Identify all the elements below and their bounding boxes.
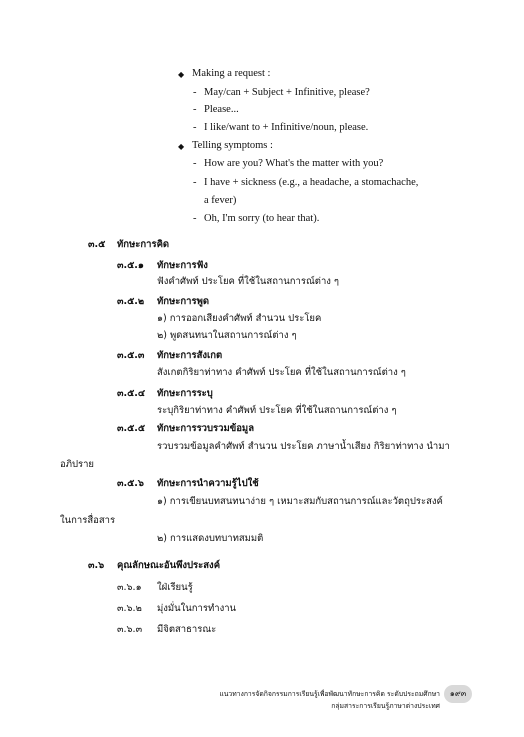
body-line: ๒) การแสดงบทบาทสมมติ xyxy=(157,533,264,544)
body-line: อภิปราย xyxy=(60,459,95,470)
trait-label: ใฝ่เรียนรู้ xyxy=(157,582,193,593)
symptoms-heading: Telling symptoms : xyxy=(192,140,273,151)
subsection-title: ทักษะการฟัง xyxy=(157,260,208,271)
body-line: ระบุกิริยาท่าทาง คำศัพท์ ประโยค ที่ใช้ในสถานการณ์ต่าง ๆ xyxy=(157,405,397,416)
subsection-title: ทักษะการสังเกต xyxy=(157,350,223,361)
trait-number: ๓.๖.๒ xyxy=(117,603,142,614)
footer-line-2: กลุ่มสาระการเรียนรู้ภาษาต่างประเทศ xyxy=(331,702,440,710)
trait-number: ๓.๖.๑ xyxy=(117,582,142,593)
section-number: ๓.๖ xyxy=(88,560,105,571)
section-number: ๓.๕ xyxy=(88,239,106,250)
section-title: คุณลักษณะอันพึงประสงค์ xyxy=(117,560,221,571)
list-item: I like/want to + Infinitive/noun, please. xyxy=(204,122,369,133)
body-line: รวบรวมข้อมูลคำศัพท์ สำนวน ประโยค ภาษาน้ำเสียง กิริยาท่าทาง นำมา xyxy=(157,441,450,452)
list-item: a fever) xyxy=(204,195,237,206)
list-item: I have + sickness (e.g., a headache, a stomachache, xyxy=(204,177,419,188)
subsection-number: ๓.๕.๑ xyxy=(117,260,144,271)
body-line: ๒) พูดสนทนาในสถานการณ์ต่าง ๆ xyxy=(157,330,297,341)
body-line: ในการสื่อสาร xyxy=(60,515,116,526)
subsection-number: ๓.๕.๓ xyxy=(117,350,145,361)
list-item: Please... xyxy=(204,104,239,115)
list-item: May/can + Subject + Infinitive, please? xyxy=(204,87,370,98)
dash: - xyxy=(193,158,197,169)
trait-number: ๓.๖.๓ xyxy=(117,624,143,635)
page-number-badge: ๑๙๓ xyxy=(444,685,472,703)
body-line: ๑) การออกเสียงคำศัพท์ สำนวน ประโยค xyxy=(157,313,322,324)
dash: - xyxy=(193,87,197,98)
subsection-title: ทักษะการนำความรู้ไปใช้ xyxy=(157,478,259,489)
section-title: ทักษะการคิด xyxy=(117,239,170,250)
bullet-diamond-icon: ◆ xyxy=(178,70,185,79)
body-line: ๑) การเขียนบทสนทนาง่าย ๆ เหมาะสมกับสถานการณ์และวัตถุประสงค์ xyxy=(157,496,443,507)
bullet-diamond-icon: ◆ xyxy=(178,142,185,151)
trait-label: มีจิตสาธารณะ xyxy=(157,624,217,635)
dash: - xyxy=(193,104,197,115)
subsection-title: ทักษะการพูด xyxy=(157,296,209,307)
subsection-number: ๓.๕.๖ xyxy=(117,478,144,489)
footer-line-1: แนวทางการจัดกิจกรรมการเรียนรู้เพื่อพัฒนาทักษะการคิด ระดับประถมศึกษา xyxy=(219,690,440,698)
dash: - xyxy=(193,122,197,133)
subsection-title: ทักษะการรวบรวมข้อมูล xyxy=(157,423,255,434)
subsection-number: ๓.๕.๒ xyxy=(117,296,145,307)
requests-heading: Making a request : xyxy=(192,68,271,79)
body-line: สังเกตกิริยาท่าทาง คำศัพท์ ประโยค ที่ใช้ในสถานการณ์ต่าง ๆ xyxy=(157,367,406,378)
trait-label: มุ่งมั่นในการทำงาน xyxy=(157,603,237,614)
subsection-title: ทักษะการระบุ xyxy=(157,388,213,399)
subsection-number: ๓.๕.๕ xyxy=(117,423,146,434)
dash: - xyxy=(193,213,197,224)
list-item: How are you? What's the matter with you? xyxy=(204,158,384,169)
subsection-number: ๓.๕.๔ xyxy=(117,388,146,399)
body-line: ฟังคำศัพท์ ประโยค ที่ใช้ในสถานการณ์ต่าง ๆ xyxy=(157,276,340,287)
dash: - xyxy=(193,177,197,188)
list-item: Oh, I'm sorry (to hear that). xyxy=(204,213,320,224)
